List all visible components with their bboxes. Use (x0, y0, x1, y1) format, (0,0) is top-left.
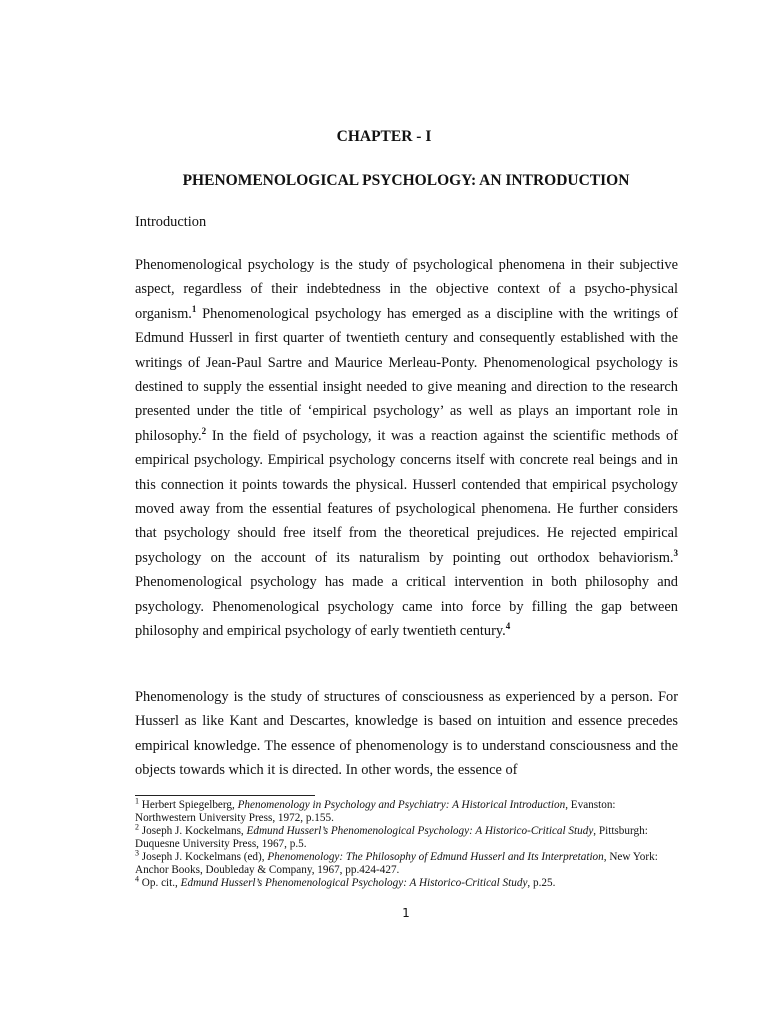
footnote-1-author: Herbert Spiegelberg, (139, 799, 238, 811)
footnote-4-publication: , p.25. (527, 877, 556, 889)
paragraph-1-text-a: Phenomenological psychology is the study of psychological phenomena in their subjective aspect, regardless of their indebtedness in the objective context of a psycho-physical organism. (135, 257, 678, 322)
footnote-divider (135, 795, 315, 796)
footnote-3 (135, 848, 678, 877)
footnote-ref-3: 3 (673, 548, 678, 559)
footnote-3-author: Joseph J. Kockelmans (ed), (139, 851, 268, 863)
paragraph-1-text-b: Phenomenological psychology has emerged as a discipline with the writings of Edmund Husserl in first quarter of twentieth century and consequently established with the writings of Jean-Paul Sartre and Maurice Merleau-Ponty. Phenomenological psychology is destined to supply the essential insight needed to give meaning and direction to the research presented under the title of ‘empirical psychology’ as well as plays an important role in philosophy. (135, 305, 678, 444)
footnote-3-publication: , New York: Anchor Books, Doubleday & Company, 1967, pp.424-427. (135, 851, 658, 876)
footnote-2-number: 2 (135, 822, 139, 832)
footnote-2-work-title: Edmund Husserl’s Phenomenological Psychology: A Historico-Critical Study (246, 825, 594, 837)
footnote-4 (135, 874, 678, 890)
section-heading: Introduction (135, 214, 207, 230)
paragraph-2: Phenomenology is the study of structures of consciousness as experienced by a person. For Husserl as like Kant and Descartes, knowledge is based on intuition and essence precedes empirical knowledge. The essence of phenomenology is to understand consciousness and the objects towards which it is directed. In other words, the essence of (135, 689, 678, 779)
footnote-ref-2: 2 (201, 426, 207, 437)
footnote-4-number: 4 (135, 874, 139, 884)
footnote-1-publication: , Evanston: Northwestern University Press, 1972, p.155. (135, 799, 616, 824)
footnotes (135, 796, 678, 890)
footnote-1 (135, 796, 678, 825)
chapter-title: PHENOMENOLOGICAL PSYCHOLOGY: AN INTRODUCTION (182, 172, 630, 189)
footnote-ref-1: 1 (191, 304, 197, 315)
paragraph-1 (135, 253, 678, 644)
footnote-3-work-title: Phenomenology: The Philosophy of Edmund Husserl and Its Interpretation (267, 851, 604, 863)
footnote-3-number: 3 (135, 848, 139, 858)
footnote-1-work-title: Phenomenology in Psychology and Psychiatry: A Historical Introduction (237, 799, 566, 811)
footnote-4-work-title: Edmund Husserl’s Phenomenological Psychology: A Historico-Critical Study (180, 877, 528, 889)
chapter-heading: CHAPTER - I (336, 128, 432, 145)
footnote-2-author: Joseph J. Kockelmans, (139, 825, 247, 837)
footnote-4-author: Op. cit., (139, 877, 181, 889)
paragraph-1-text-c: In the field of psychology, it was a reaction against the scientific methods of empirical psychology. Empirical psychology concerns itself with concrete real beings and in this connection it points towards the physical. Husserl contended that empirical psychology moved away from the essential features of psychological phenomena. He further considers that psychology should free itself from the theoretical prejudices. He rejected empirical psychology on the account of its naturalism by pointing out orthodox behaviorism. (135, 427, 678, 566)
footnote-ref-4: 4 (505, 621, 511, 632)
footnote-2-publication: , Pittsburgh: Duquesne University Press, 1967, p.5. (135, 825, 648, 850)
paragraph-1-text-d: Phenomenological psychology has made a critical intervention in both philosophy and psychology. Phenomenological psychology came into force by filling the gap between philosophy and empirical psychology of early twentieth century. (135, 574, 678, 640)
footnote-2 (135, 822, 678, 851)
footnote-1-number: 1 (135, 796, 139, 806)
page-number: 1 (402, 906, 410, 920)
